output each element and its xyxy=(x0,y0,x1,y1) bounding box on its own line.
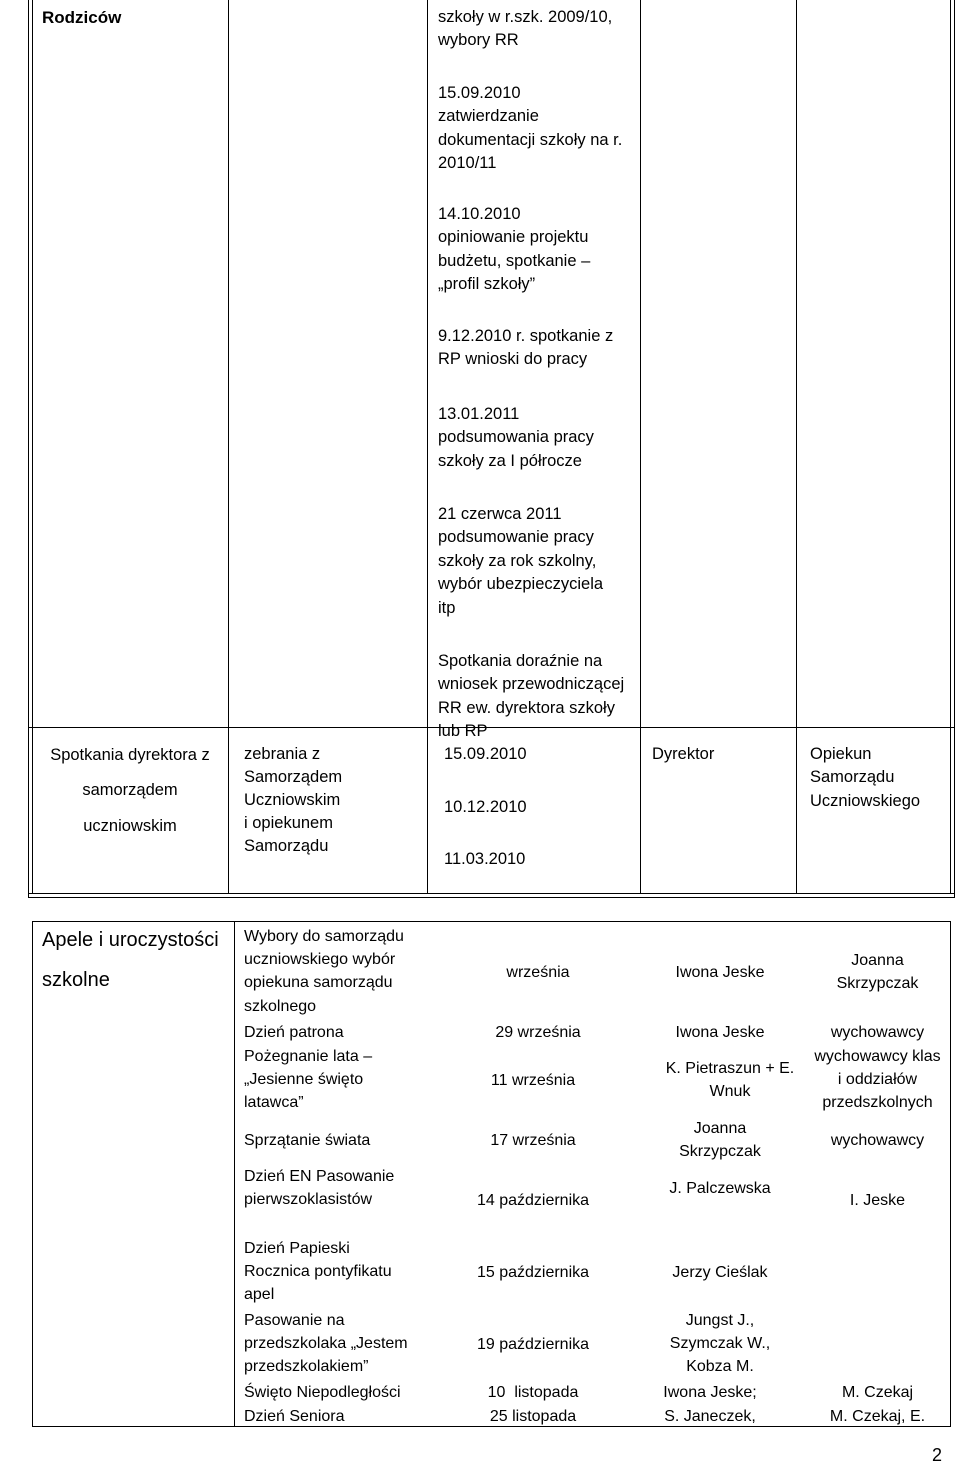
meeting-item: szkoły w r.szk. 2009/10, wybory RR xyxy=(438,8,613,50)
meeting-item: Spotkania doraźnie na wniosek przewodniczącej RR ew. dyrektora szkoły lub RP xyxy=(438,652,625,741)
participants: Opiekun Samorządu Uczniowskiego xyxy=(810,745,921,810)
meeting-item: 9.12.2010 r. spotkanie z RP wnioski do pracy xyxy=(438,327,614,369)
meeting-item: 13.01.2011 podsumowania pracy szkoły za I półrocze xyxy=(438,405,594,470)
page-number: 2 xyxy=(931,1445,942,1466)
meeting-form: zebrania z Samorządem Uczniowskim i opiekunem Samorządu xyxy=(244,745,343,856)
category-rodzicow: Rodziców xyxy=(42,8,122,27)
meeting-item: 14.10.2010 opiniowanie projektu budżetu, spotkanie – „profil szkoły” xyxy=(438,205,591,294)
meeting-item: 21 czerwca 2011 podsumowanie pracy szkoły za rok szkolny, wybór ubezpieczyciela itp xyxy=(438,505,604,617)
meeting-item: 15.09.2010 zatwierdzanie dokumentacji szkoły na r. 2010/11 xyxy=(438,84,623,173)
responsible-person: Dyrektor xyxy=(652,745,715,763)
